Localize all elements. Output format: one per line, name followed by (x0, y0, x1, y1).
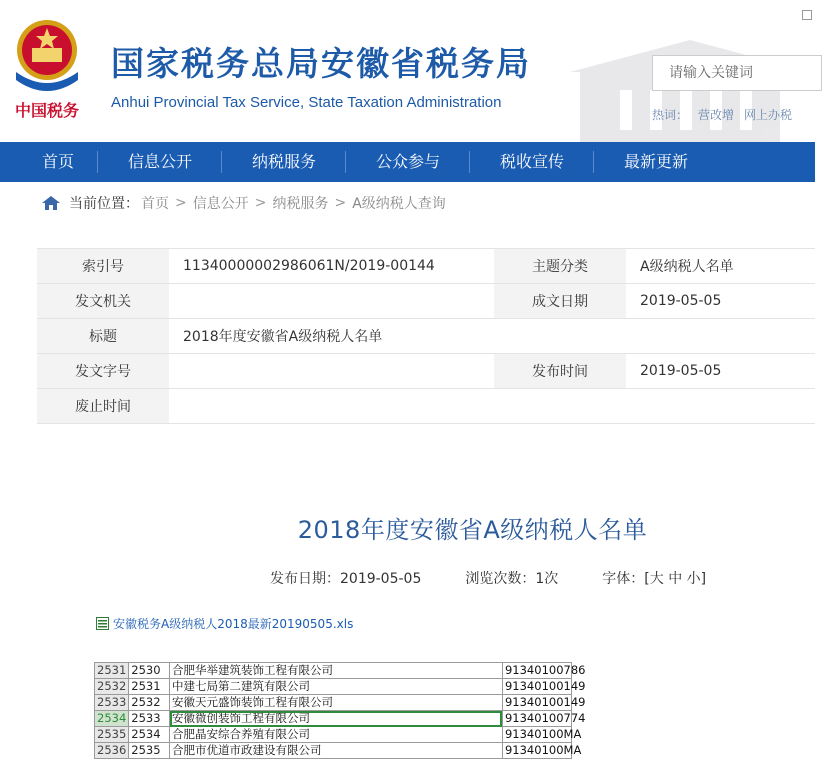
view-count: 浏览次数：1次 (465, 571, 559, 587)
spreadsheet-row (95, 727, 572, 743)
tax-id[interactable]: 91340100786 (502, 663, 571, 679)
company-name[interactable]: 安徽微创装饰工程有限公司 (170, 711, 503, 727)
main-nav (0, 142, 815, 182)
hot-label: 热词： (652, 108, 689, 122)
logo-text: 中国税务 (14, 101, 80, 120)
hot-words (652, 106, 802, 123)
meta-value (169, 389, 815, 424)
company-name[interactable]: 中建七局第二建筑有限公司 (170, 679, 503, 695)
row-number: 2531 (95, 663, 129, 679)
meta-key: 成文日期 (494, 284, 626, 319)
font-size-selector[interactable]: 字体：[大 中 小] (602, 571, 707, 587)
spreadsheet-row (95, 695, 572, 711)
meta-row (37, 354, 815, 389)
row-number: 2536 (95, 743, 129, 759)
meta-row (37, 284, 815, 319)
breadcrumb-separator: > (175, 195, 187, 211)
row-number: 2532 (95, 679, 129, 695)
breadcrumb (41, 193, 446, 213)
meta-row (37, 249, 815, 284)
breadcrumb-current[interactable]: A级纳税人查询 (352, 196, 446, 212)
meta-value (169, 354, 494, 389)
nav-tax-service[interactable]: 纳税服务 (222, 142, 346, 182)
meta-key: 发文机关 (37, 284, 169, 319)
meta-value: A级纳税人名单 (626, 249, 815, 284)
sequence-number[interactable]: 2535 (129, 743, 170, 759)
tax-emblem-logo (8, 12, 86, 122)
publish-date: 发布日期：2019-05-05 (270, 571, 422, 587)
meta-key: 发布时间 (494, 354, 626, 389)
article-info (270, 568, 750, 588)
breadcrumb-label: 当前位置： (69, 196, 139, 212)
meta-row (37, 319, 815, 354)
search-input[interactable] (652, 55, 822, 91)
company-name[interactable]: 安徽天元盛饰装饰工程有限公司 (170, 695, 503, 711)
meta-key: 标题 (37, 319, 169, 354)
nav-public-participation[interactable]: 公众参与 (346, 142, 470, 182)
spreadsheet-table (94, 662, 586, 759)
document-meta-table (37, 248, 815, 424)
excel-file-icon (96, 617, 109, 630)
meta-key: 主题分类 (494, 249, 626, 284)
company-name[interactable]: 合肥市优道市政建设有限公司 (170, 743, 503, 759)
sequence-number[interactable]: 2531 (129, 679, 170, 695)
meta-key: 索引号 (37, 249, 169, 284)
tax-id[interactable]: 91340100MA (502, 743, 571, 759)
meta-key: 废止时间 (37, 389, 169, 424)
nav-info-disclosure[interactable]: 信息公开 (98, 142, 222, 182)
spreadsheet-row (95, 743, 572, 759)
meta-value (169, 284, 494, 319)
breadcrumb-home[interactable]: 首页 (141, 196, 169, 212)
row-number: 2535 (95, 727, 129, 743)
site-header (0, 0, 815, 142)
row-number: 2533 (95, 695, 129, 711)
spreadsheet-row (95, 711, 572, 727)
article-title: 2018年度安徽省A级纳税人名单 (297, 516, 648, 544)
attachment-filename[interactable]: 安徽税务A级纳税人2018最新20190505.xls (113, 617, 354, 631)
spreadsheet-preview (94, 662, 586, 765)
nav-home[interactable]: 首页 (18, 142, 98, 182)
hot-word-link[interactable]: 营改增 (698, 108, 735, 122)
nav-tax-promotion[interactable]: 税收宣传 (470, 142, 594, 182)
sequence-number[interactable]: 2530 (129, 663, 170, 679)
window-icon[interactable] (802, 10, 812, 20)
tax-id[interactable]: 91340100MA (502, 727, 571, 743)
breadcrumb-service[interactable]: 纳税服务 (272, 196, 329, 212)
spreadsheet-row (95, 679, 572, 695)
meta-value: 2018年度安徽省A级纳税人名单 (169, 319, 815, 354)
sequence-number[interactable]: 2533 (129, 711, 170, 727)
meta-value: 11340000002986061N/2019-00144 (169, 249, 494, 284)
sequence-number[interactable]: 2532 (129, 695, 170, 711)
home-icon (41, 195, 61, 211)
meta-value: 2019-05-05 (626, 284, 815, 319)
tax-id[interactable]: 91340100149 (502, 695, 571, 711)
hot-word-link[interactable]: 网上办税 (744, 108, 793, 122)
meta-row (37, 389, 815, 424)
tax-id[interactable]: 91340100774 (502, 711, 571, 727)
site-subtitle: Anhui Provincial Tax Service, State Taxation Administration (111, 94, 502, 111)
company-name[interactable]: 合肥华举建筑装饰工程有限公司 (170, 663, 503, 679)
site-title: 国家税务总局安徽省税务局 (111, 44, 531, 83)
tax-id[interactable]: 91340100149 (502, 679, 571, 695)
meta-value: 2019-05-05 (626, 354, 815, 389)
attachment-link[interactable] (96, 615, 353, 632)
breadcrumb-info[interactable]: 信息公开 (192, 196, 249, 212)
meta-key: 发文字号 (37, 354, 169, 389)
sequence-number[interactable]: 2534 (129, 727, 170, 743)
row-number: 2534 (95, 711, 129, 727)
breadcrumb-separator: > (334, 195, 347, 211)
nav-latest-updates[interactable]: 最新更新 (623, 152, 688, 171)
breadcrumb-separator: > (254, 195, 267, 211)
company-name[interactable]: 合肥晶安综合养殖有限公司 (170, 727, 503, 743)
spreadsheet-row (95, 663, 572, 679)
